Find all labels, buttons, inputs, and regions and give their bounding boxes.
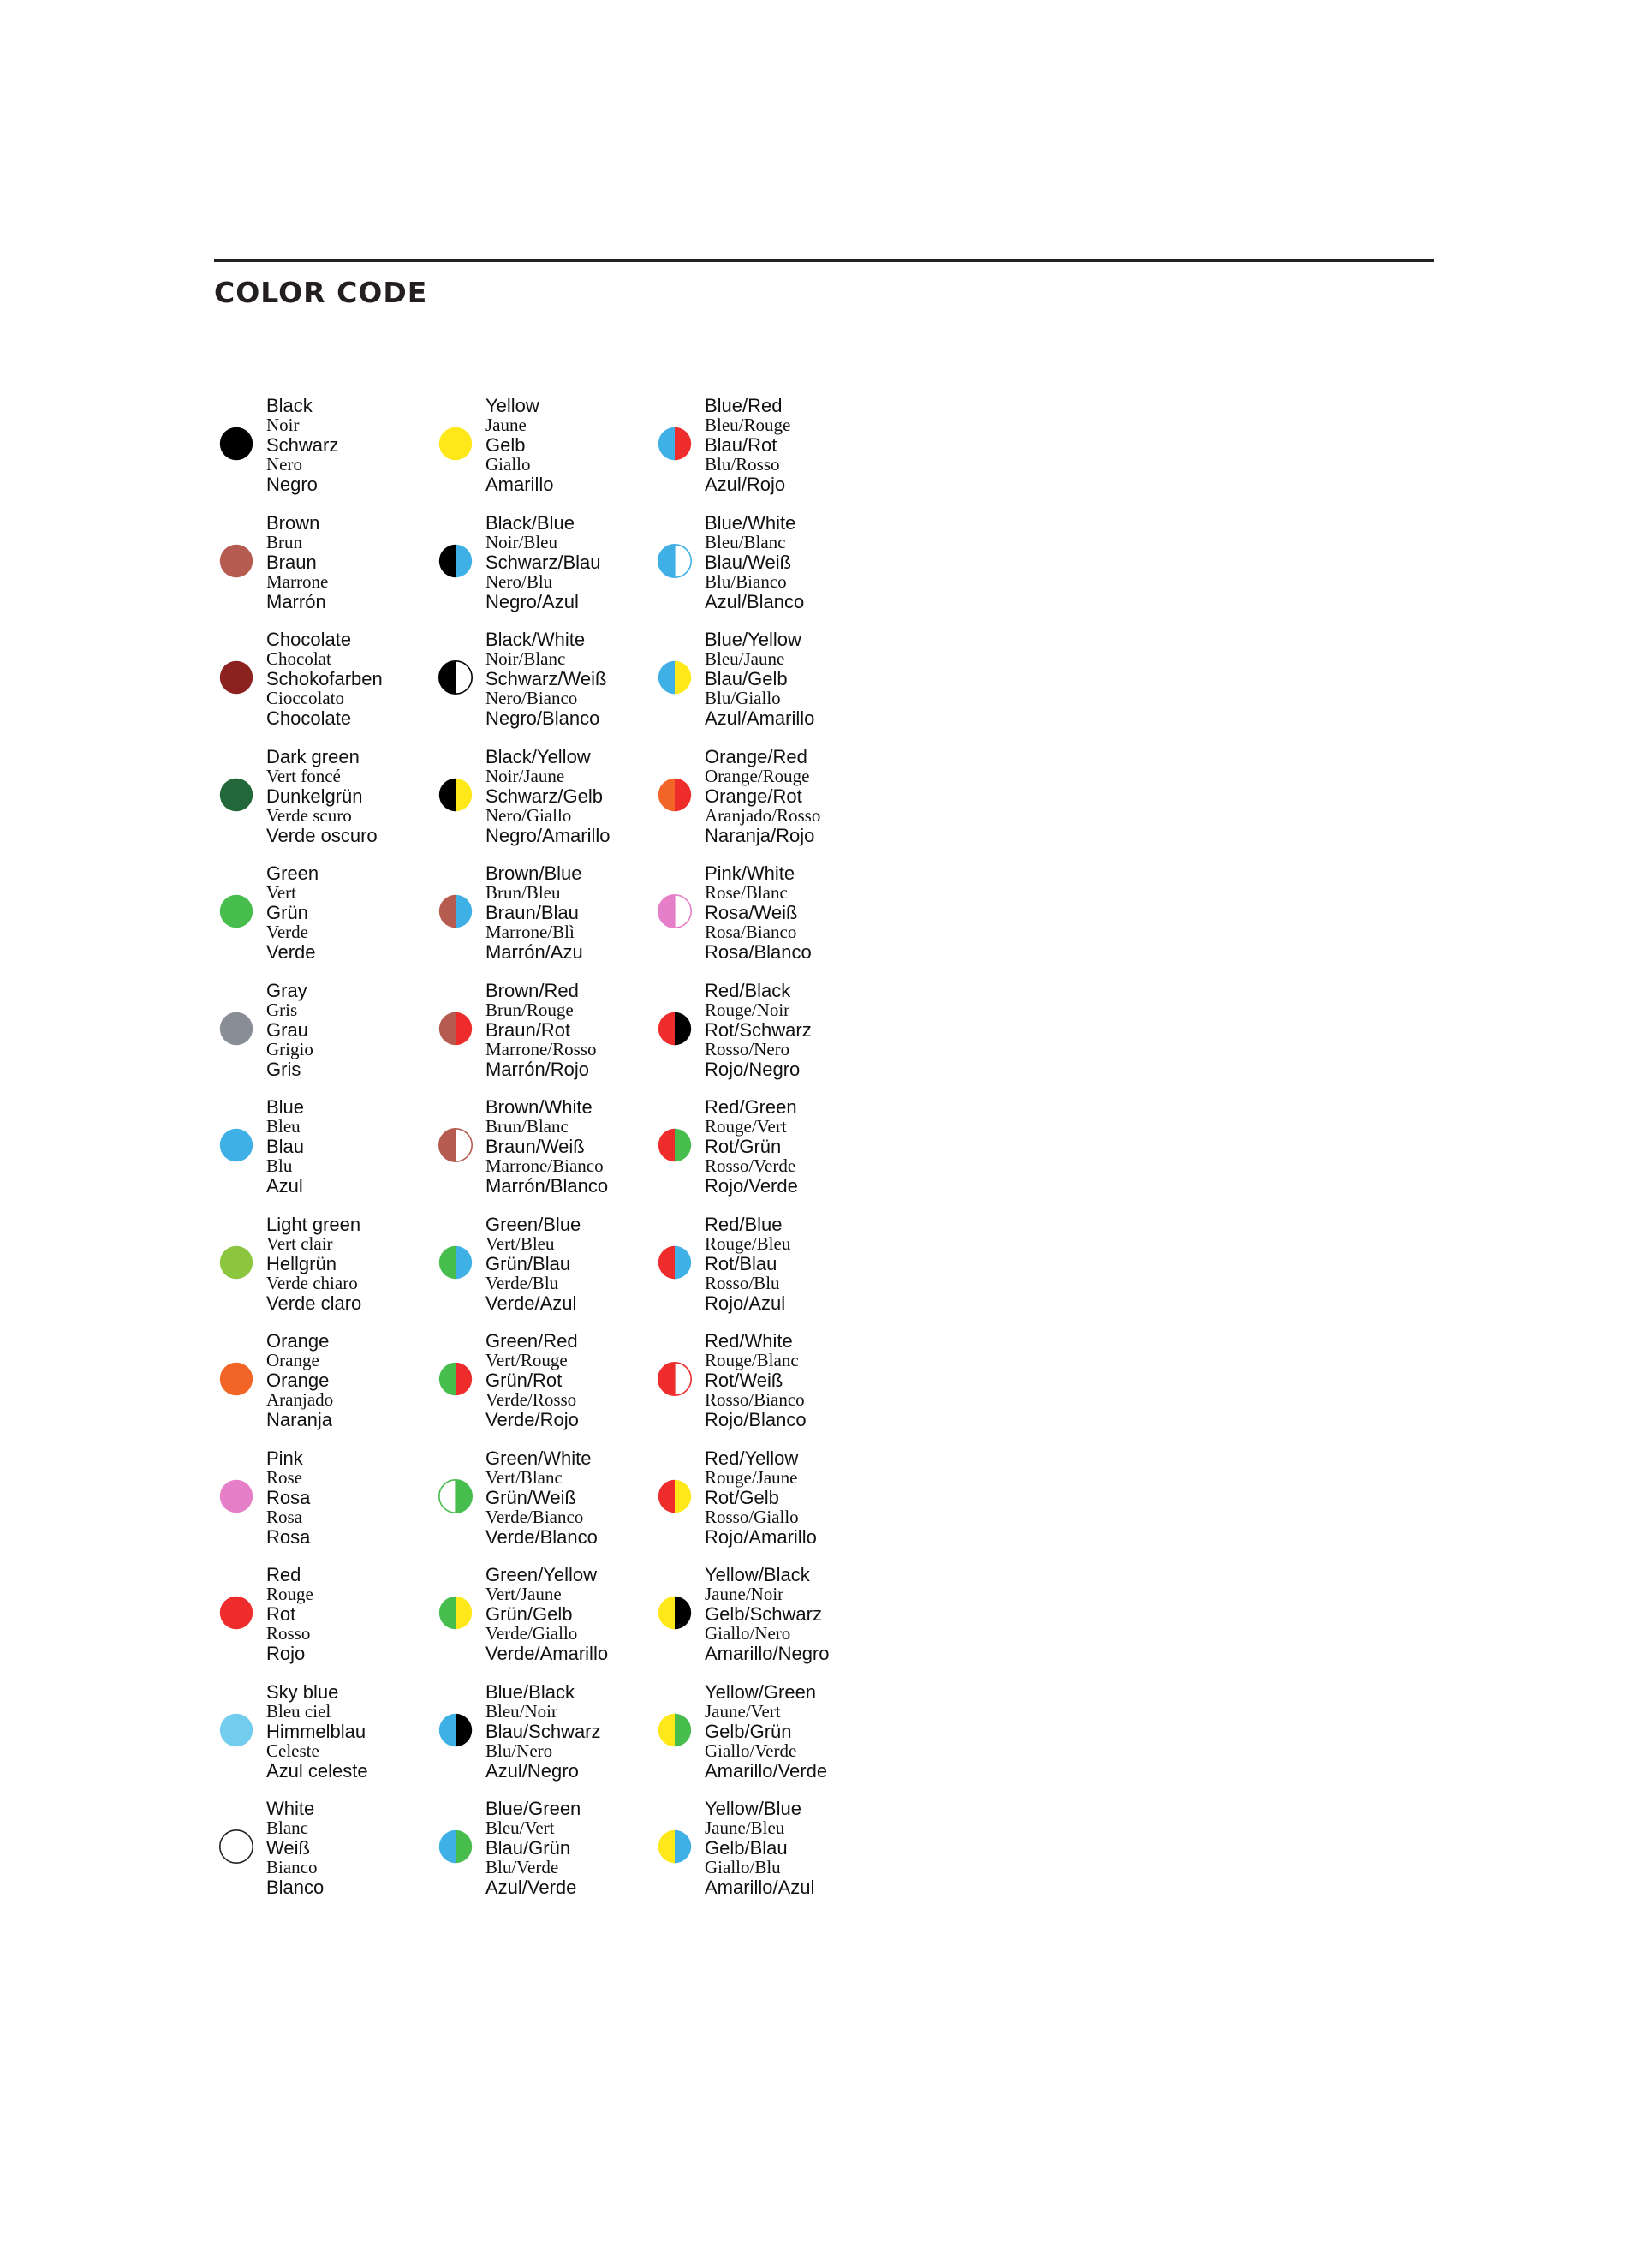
color-name-en: Orange [266, 1330, 330, 1352]
color-name-es: Marrón [266, 591, 326, 612]
color-name-de: Rosa [266, 1487, 311, 1508]
color-name-es: Verde claro [266, 1292, 362, 1314]
color-names [266, 1565, 313, 1663]
color-swatch-icon [438, 1713, 473, 1747]
color-name-en: Black/Blue [485, 512, 575, 534]
color-name-en: Black [266, 395, 313, 416]
color-names [705, 863, 812, 962]
color-name-it: Celeste [266, 1740, 319, 1761]
color-name-it: Giallo/Verde [705, 1740, 797, 1761]
color-names [485, 1331, 579, 1429]
color-name-es: Amarillo/Verde [705, 1760, 828, 1782]
color-swatch-icon [438, 1596, 473, 1630]
color-name-es: Amarillo/Azul [705, 1877, 815, 1898]
color-name-it: Nero/Blu [485, 571, 553, 592]
color-name-it: Rosso [266, 1623, 311, 1644]
color-name-de: Hellgrün [266, 1253, 337, 1274]
color-name-de: Schwarz/Gelb [485, 785, 603, 807]
color-name-en: Pink/White [705, 862, 795, 884]
color-names [485, 981, 597, 1079]
color-name-de: Blau/Schwarz [485, 1721, 601, 1742]
color-name-en: Blue/White [705, 512, 796, 534]
color-name-it: Verde/Rosso [485, 1389, 577, 1410]
color-swatch-icon [219, 1128, 253, 1162]
color-names [705, 630, 814, 728]
color-name-en: Light green [266, 1214, 361, 1235]
color-name-es: Amarillo/Negro [705, 1643, 830, 1664]
color-name-de: Rot/Gelb [705, 1487, 779, 1508]
color-name-it: Nero/Bianco [485, 688, 578, 708]
color-name-en: Brown/Red [485, 980, 579, 1001]
color-names [485, 747, 611, 845]
color-names [266, 1682, 368, 1781]
color-names [266, 1799, 324, 1897]
color-swatch-icon [219, 427, 253, 461]
color-name-es: Verde/Azul [485, 1292, 577, 1314]
color-name-de: Schwarz/Blau [485, 552, 601, 573]
color-name-de: Grün/Weiß [485, 1487, 576, 1508]
color-name-de: Grau [266, 1019, 308, 1041]
color-swatch-icon [438, 1245, 473, 1280]
color-name-it: Rosso/Giallo [705, 1507, 799, 1527]
color-name-es: Negro [266, 474, 318, 495]
color-name-de: Dunkelgrün [266, 785, 363, 807]
color-name-en: Black/Yellow [485, 746, 591, 767]
color-name-fr: Brun/Rouge [485, 1000, 574, 1020]
color-names [705, 1448, 817, 1547]
color-name-de: Grün/Rot [485, 1370, 563, 1391]
color-name-es: Rosa/Blanco [705, 941, 812, 963]
color-names [266, 396, 338, 494]
color-name-es: Verde/Rojo [485, 1409, 579, 1430]
color-name-it: Verde [266, 922, 308, 942]
color-name-de: Grün/Blau [485, 1253, 571, 1274]
color-entry [652, 1331, 1029, 1442]
color-entry [652, 981, 1029, 1092]
color-name-de: Orange [266, 1370, 330, 1391]
color-names [266, 1331, 333, 1429]
color-names [266, 1448, 310, 1547]
color-swatch-icon [658, 1362, 692, 1396]
color-name-it: Marrone/Bianco [485, 1155, 604, 1176]
color-name-fr: Brun/Bleu [485, 882, 561, 903]
color-name-fr: Rouge/Bleu [705, 1233, 791, 1254]
color-name-en: Pink [266, 1447, 303, 1469]
color-name-es: Naranja/Rojo [705, 825, 815, 846]
color-swatch-icon [658, 1245, 692, 1280]
color-names [485, 513, 601, 612]
color-swatch-icon [438, 778, 473, 812]
color-name-es: Marrón/Azu [485, 941, 583, 963]
color-name-es: Verde/Blanco [485, 1526, 598, 1548]
color-name-en: Yellow/Black [705, 1564, 810, 1585]
color-name-fr: Vert/Rouge [485, 1350, 568, 1370]
color-name-en: Blue/Yellow [705, 629, 801, 650]
color-name-fr: Rouge/Jaune [705, 1467, 798, 1488]
color-swatch-icon [219, 1479, 253, 1513]
color-swatch-icon [658, 544, 692, 578]
page-title: COLOR CODE [214, 276, 428, 309]
color-name-it: Giallo/Nero [705, 1623, 791, 1644]
color-name-it: Marrone/Blì [485, 922, 575, 942]
color-name-de: Rot/Blau [705, 1253, 777, 1274]
color-names [705, 981, 812, 1079]
color-name-en: Blue/Black [485, 1681, 575, 1703]
color-name-it: Rosso/Blu [705, 1273, 780, 1293]
color-names [705, 1799, 814, 1897]
color-name-en: Brown [266, 512, 320, 534]
color-name-de: Braun/Rot [485, 1019, 571, 1041]
color-swatch-icon [219, 1362, 253, 1396]
color-name-es: Marrón/Blanco [485, 1175, 609, 1197]
color-swatch-icon [219, 778, 253, 812]
color-names [266, 513, 328, 612]
color-name-en: Green/Blue [485, 1214, 581, 1235]
color-entry [652, 513, 1029, 624]
color-name-de: Blau [266, 1136, 305, 1157]
color-swatch-icon [438, 1829, 473, 1864]
color-name-de: Schokofarben [266, 668, 383, 689]
color-name-it: Blu/Bianco [705, 571, 787, 592]
color-names [705, 1215, 790, 1313]
color-name-en: Orange/Red [705, 746, 807, 767]
color-names [705, 513, 804, 612]
color-name-es: Azul/Verde [485, 1877, 577, 1898]
color-swatch-icon [438, 894, 473, 928]
color-name-es: Azul/Rojo [705, 474, 786, 495]
color-name-es: Rojo [266, 1643, 306, 1664]
color-swatch-icon [438, 1128, 473, 1162]
color-name-it: Nero [266, 454, 302, 474]
color-name-de: Gelb/Schwarz [705, 1603, 822, 1625]
color-name-fr: Jaune [485, 415, 527, 435]
color-name-en: Red/Green [705, 1096, 797, 1118]
color-name-de: Gelb [485, 434, 526, 456]
color-swatch-icon [219, 1596, 253, 1630]
color-name-it: Giallo/Blu [705, 1857, 781, 1877]
color-name-es: Negro/Blanco [485, 707, 600, 729]
color-name-de: Braun/Weiß [485, 1136, 585, 1157]
color-name-fr: Blanc [266, 1817, 308, 1838]
color-name-fr: Jaune/Bleu [705, 1817, 785, 1838]
color-name-en: Yellow/Blue [705, 1798, 801, 1819]
color-name-it: Bianco [266, 1857, 318, 1877]
color-swatch-icon [658, 778, 692, 812]
color-name-fr: Rouge/Noir [705, 1000, 790, 1020]
color-name-en: Red/Black [705, 980, 791, 1001]
color-name-de: Schwarz [266, 434, 339, 456]
color-entry [652, 1448, 1029, 1560]
color-name-fr: Rose/Blanc [705, 882, 788, 903]
color-name-es: Marrón/Rojo [485, 1059, 590, 1080]
color-name-en: Yellow [485, 395, 539, 416]
color-name-de: Blau/Rot [705, 434, 777, 456]
color-name-fr: Bleu/Vert [485, 1817, 555, 1838]
color-name-fr: Rose [266, 1467, 302, 1488]
color-name-es: Blanco [266, 1877, 325, 1898]
color-name-fr: Brun [266, 532, 302, 552]
color-name-es: Azul/Blanco [705, 591, 805, 612]
color-name-en: Blue/Green [485, 1798, 581, 1819]
color-name-es: Negro/Amarillo [485, 825, 611, 846]
color-swatch-icon [438, 1362, 473, 1396]
color-name-de: Rosa/Weiß [705, 902, 798, 923]
color-name-fr: Noir/Jaune [485, 766, 565, 786]
color-name-es: Rojo/Verde [705, 1175, 798, 1197]
color-name-es: Chocolate [266, 707, 352, 729]
color-names [705, 747, 820, 845]
color-name-en: Green [266, 862, 319, 884]
color-swatch-icon [658, 894, 692, 928]
color-entry [652, 1799, 1029, 1910]
color-names [485, 1565, 608, 1663]
color-swatch-icon [219, 894, 253, 928]
color-name-fr: Noir/Blanc [485, 648, 566, 669]
color-name-es: Negro/Azul [485, 591, 579, 612]
color-name-fr: Noir/Bleu [485, 532, 557, 552]
color-swatch-icon [658, 1479, 692, 1513]
color-name-it: Verde/Blu [485, 1273, 559, 1293]
color-swatch-icon [658, 660, 692, 695]
color-swatch-icon [658, 1713, 692, 1747]
color-names [485, 863, 583, 962]
color-name-it: Blu/Nero [485, 1740, 553, 1761]
color-name-it: Grigio [266, 1039, 313, 1059]
color-name-it: Rosso/Bianco [705, 1389, 805, 1410]
color-name-it: Rosso/Verde [705, 1155, 796, 1176]
color-name-it: Giallo [485, 454, 531, 474]
color-name-en: Black/White [485, 629, 586, 650]
color-name-en: Blue [266, 1096, 305, 1118]
color-name-it: Rosso/Nero [705, 1039, 790, 1059]
color-name-es: Rosa [266, 1526, 311, 1548]
color-entry [652, 863, 1029, 975]
color-names [705, 1097, 798, 1196]
color-entry [652, 747, 1029, 858]
color-name-en: Green/Red [485, 1330, 578, 1352]
color-name-es: Gris [266, 1059, 301, 1080]
color-name-fr: Jaune/Noir [705, 1584, 784, 1604]
color-swatch-icon [219, 1245, 253, 1280]
color-name-en: White [266, 1798, 315, 1819]
color-name-it: Verde scuro [266, 805, 352, 826]
color-name-it: Aranjado [266, 1389, 334, 1410]
color-swatch-icon [219, 660, 253, 695]
color-name-de: Blau/Gelb [705, 668, 788, 689]
color-swatch-icon [658, 1596, 692, 1630]
color-name-de: Orange/Rot [705, 785, 802, 807]
color-name-fr: Bleu/Jaune [705, 648, 785, 669]
color-name-fr: Orange/Rouge [705, 766, 810, 786]
color-names [266, 747, 378, 845]
color-name-it: Nero/Giallo [485, 805, 572, 826]
color-name-fr: Vert/Blanc [485, 1467, 563, 1488]
color-names [485, 1682, 601, 1781]
color-swatch-icon [658, 1829, 692, 1864]
color-name-es: Rojo/Azul [705, 1292, 786, 1314]
color-name-de: Blau/Grün [485, 1837, 571, 1859]
color-name-de: Gelb/Blau [705, 1837, 788, 1859]
color-name-fr: Brun/Blanc [485, 1116, 569, 1137]
color-name-it: Cioccolato [266, 688, 344, 708]
color-name-en: Green/Yellow [485, 1564, 598, 1585]
color-swatch-icon [438, 544, 473, 578]
color-name-fr: Vert clair [266, 1233, 333, 1254]
color-names [485, 630, 606, 728]
color-names [705, 1682, 827, 1781]
color-name-it: Verde chiaro [266, 1273, 358, 1293]
color-names [266, 863, 319, 962]
color-name-fr: Bleu [266, 1116, 301, 1137]
color-name-de: Himmelblau [266, 1721, 366, 1742]
color-swatch-icon [219, 1012, 253, 1046]
color-name-en: Brown/Blue [485, 862, 582, 884]
color-name-it: Rosa/Bianco [705, 922, 797, 942]
color-swatch-icon [438, 1012, 473, 1046]
color-name-en: Gray [266, 980, 307, 1001]
color-name-de: Weiß [266, 1837, 310, 1859]
color-entry [652, 1097, 1029, 1209]
header-rule [214, 259, 1434, 262]
color-name-de: Braun/Blau [485, 902, 579, 923]
color-name-es: Azul [266, 1175, 303, 1197]
color-name-es: Azul celeste [266, 1760, 368, 1782]
color-names [485, 1448, 598, 1547]
color-names [266, 1097, 304, 1196]
color-name-it: Aranjado/Rosso [705, 805, 821, 826]
color-name-fr: Vert/Bleu [485, 1233, 555, 1254]
color-name-it: Blu/Giallo [705, 688, 781, 708]
color-name-fr: Vert/Jaune [485, 1584, 562, 1604]
color-names [705, 1331, 807, 1429]
color-swatch-icon [438, 1479, 473, 1513]
color-swatch-icon [438, 427, 473, 461]
color-names [705, 396, 790, 494]
color-name-it: Rosa [266, 1507, 302, 1527]
color-name-es: Azul/Negro [485, 1760, 579, 1782]
color-name-de: Gelb/Grün [705, 1721, 792, 1742]
color-name-de: Braun [266, 552, 317, 573]
color-name-es: Verde/Amarillo [485, 1643, 609, 1664]
color-names [485, 1215, 581, 1313]
color-name-fr: Gris [266, 1000, 298, 1020]
color-name-en: Blue/Red [705, 395, 783, 416]
color-name-it: Blu/Verde [485, 1857, 559, 1877]
color-swatch-icon [658, 1128, 692, 1162]
color-name-es: Verde oscuro [266, 825, 378, 846]
color-name-fr: Bleu/Blanc [705, 532, 786, 552]
color-name-fr: Vert foncé [266, 766, 341, 786]
color-name-it: Verde/Bianco [485, 1507, 584, 1527]
color-name-de: Blau/Weiß [705, 552, 792, 573]
color-name-it: Marrone [266, 571, 329, 592]
color-name-en: Red [266, 1564, 301, 1585]
color-name-fr: Bleu/Rouge [705, 415, 791, 435]
color-name-en: Sky blue [266, 1681, 339, 1703]
color-name-es: Azul/Amarillo [705, 707, 815, 729]
color-name-de: Rot [266, 1603, 296, 1625]
color-names [485, 1097, 608, 1196]
color-name-es: Rojo/Amarillo [705, 1526, 817, 1548]
color-name-it: Blu/Rosso [705, 454, 780, 474]
color-names [266, 630, 383, 728]
color-name-en: Chocolate [266, 629, 352, 650]
color-name-fr: Noir [266, 415, 300, 435]
color-name-fr: Orange [266, 1350, 319, 1370]
color-name-es: Amarillo [485, 474, 554, 495]
color-name-fr: Bleu/Noir [485, 1701, 557, 1722]
color-name-fr: Rouge/Vert [705, 1116, 787, 1137]
color-names [266, 981, 313, 1079]
color-name-es: Rojo/Blanco [705, 1409, 807, 1430]
color-name-de: Rot/Weiß [705, 1370, 783, 1391]
color-name-en: Red/White [705, 1330, 793, 1352]
color-name-it: Verde/Giallo [485, 1623, 578, 1644]
color-name-en: Green/White [485, 1447, 592, 1469]
color-name-de: Grün/Gelb [485, 1603, 573, 1625]
color-swatch-icon [219, 1713, 253, 1747]
color-name-es: Verde [266, 941, 316, 963]
color-names [485, 396, 553, 494]
color-name-fr: Rouge/Blanc [705, 1350, 799, 1370]
color-name-en: Dark green [266, 746, 360, 767]
color-name-en: Red/Yellow [705, 1447, 799, 1469]
color-name-fr: Chocolat [266, 648, 331, 669]
color-name-it: Marrone/Rosso [485, 1039, 597, 1059]
color-swatch-icon [219, 1829, 253, 1864]
color-names [705, 1565, 830, 1663]
color-swatch-icon [438, 660, 473, 695]
color-name-fr: Rouge [266, 1584, 313, 1604]
color-name-en: Yellow/Green [705, 1681, 817, 1703]
color-name-fr: Jaune/Vert [705, 1701, 781, 1722]
color-name-de: Grün [266, 902, 308, 923]
color-entry [652, 630, 1029, 741]
color-entry [652, 1215, 1029, 1326]
color-name-es: Naranja [266, 1409, 333, 1430]
color-swatch-icon [219, 544, 253, 578]
color-names [266, 1215, 361, 1313]
color-name-de: Schwarz/Weiß [485, 668, 607, 689]
color-name-de: Rot/Grün [705, 1136, 782, 1157]
color-swatch-icon [658, 427, 692, 461]
color-name-en: Red/Blue [705, 1214, 783, 1235]
color-entry [652, 1565, 1029, 1676]
color-name-en: Brown/White [485, 1096, 593, 1118]
color-names [485, 1799, 581, 1897]
color-name-fr: Vert [266, 882, 296, 903]
color-name-de: Rot/Schwarz [705, 1019, 812, 1041]
color-name-fr: Bleu ciel [266, 1701, 331, 1722]
color-name-it: Blu [266, 1155, 293, 1176]
color-name-es: Rojo/Negro [705, 1059, 801, 1080]
color-swatch-icon [658, 1012, 692, 1046]
color-entry [652, 396, 1029, 507]
color-entry [652, 1682, 1029, 1794]
